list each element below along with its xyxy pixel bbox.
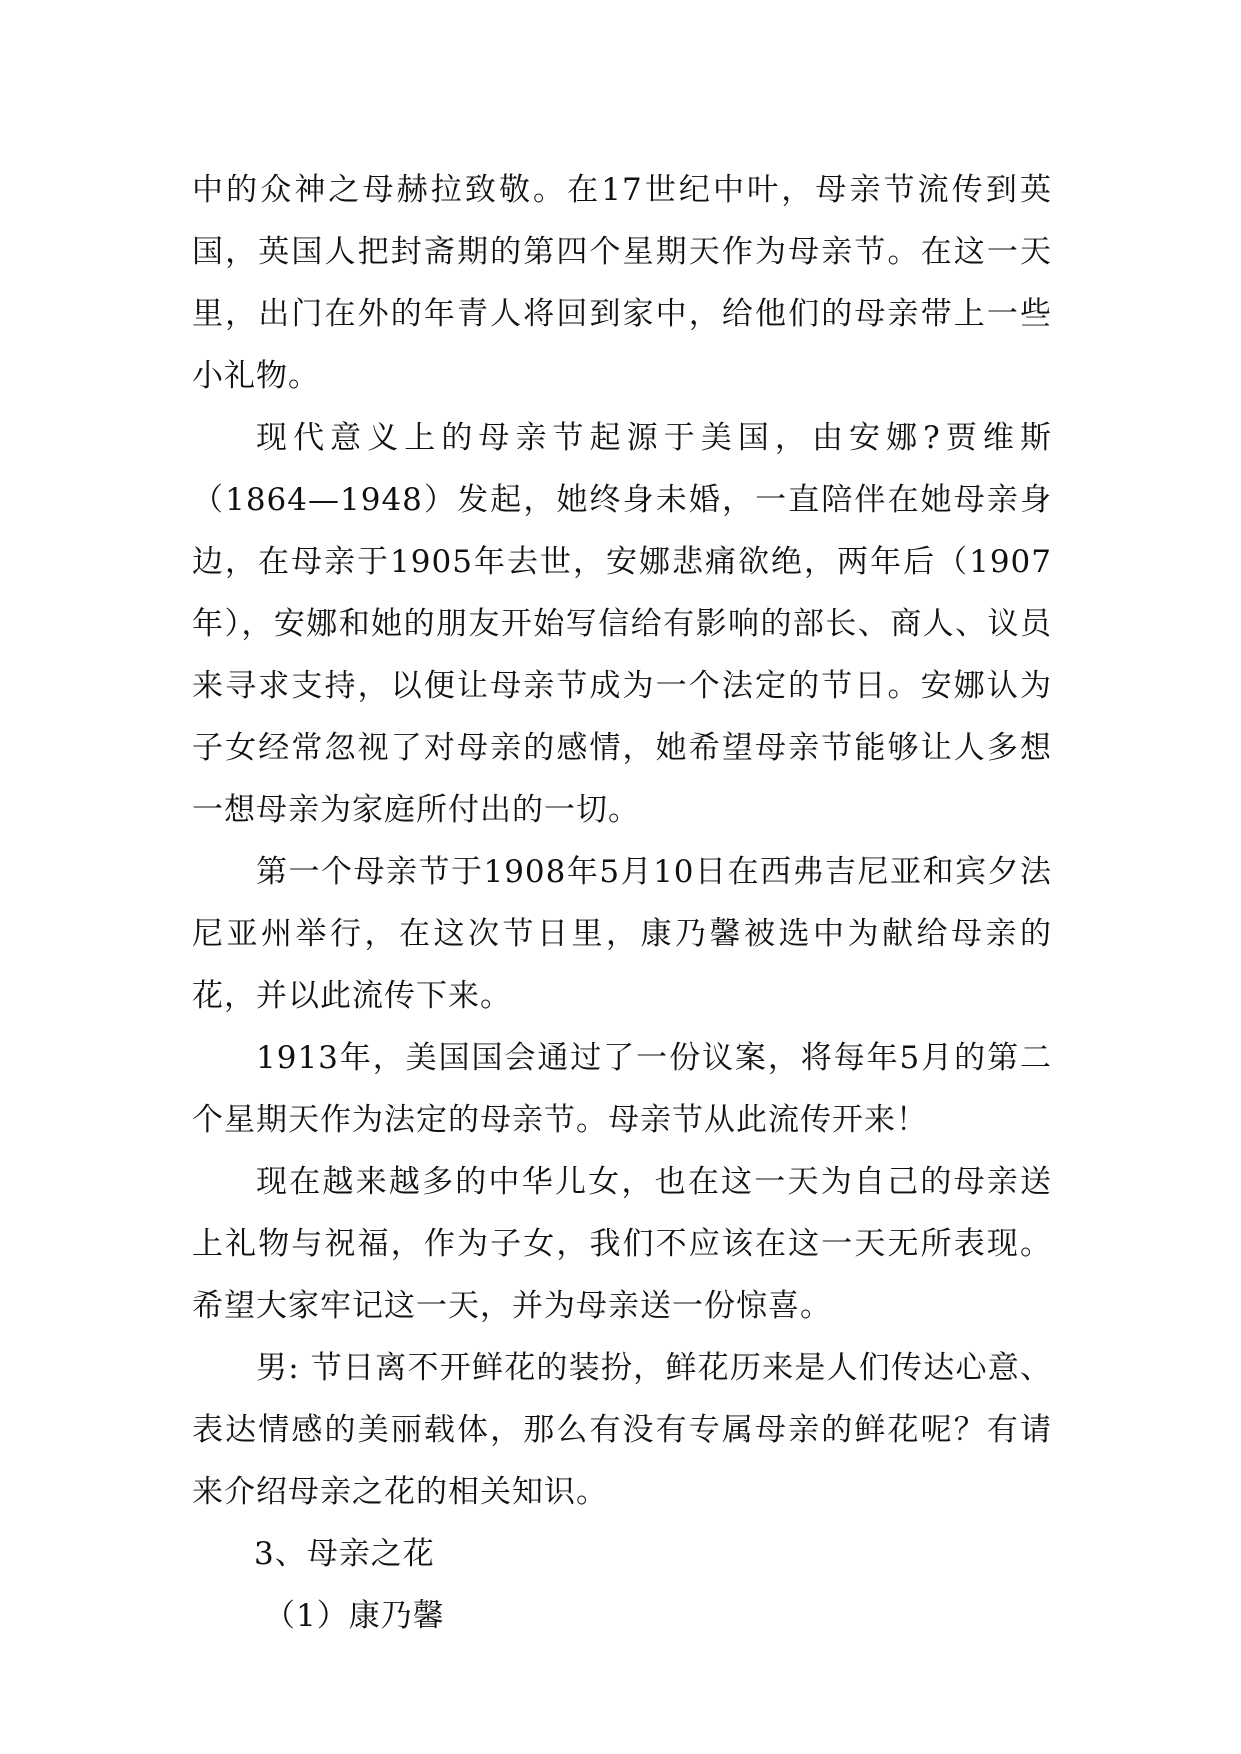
paragraph-male-host-line: 男: 节日离不开鲜花的装扮，鲜花历来是人们传达心意、表达情感的美丽载体，那么有没有专属母亲的鲜花呢？有请来介绍母亲之花的相关知识。: [192, 1350, 1052, 1510]
paragraph-anna-jarvis: 现代意义上的母亲节起源于美国，由安娜?贾维斯（1864—1948）发起，她终身未婚，一直陪伴在她母亲身边，在母亲于1905年去世，安娜悲痛欲绝，两年后（1907年），安娜和她的朋友开始写信给有影响的部长、商人、议员来寻求支持，以便让母亲节成为一个法定的节日。安娜认为子女经常忽视了对母亲的感情，她希望母亲节能够让人多想一想母亲为家庭所付出的一切。: [192, 420, 1052, 828]
paragraph-first-mothers-day: 第一个母亲节于1908年5月10日在西弗吉尼亚和宾夕法尼亚州举行，在这次节日里，康乃馨被选中为献给母亲的花，并以此流传下来。: [192, 854, 1052, 1014]
paragraph-mothers-day-origin-england: 中的众神之母赫拉致敬。在17世纪中叶，母亲节流传到英国，英国人把封斋期的第四个星期天作为母亲节。在这一天里，出门在外的年青人将回到家中，给他们的母亲带上一些小礼物。: [192, 172, 1052, 394]
body-text: [192, 159, 1052, 1647]
section-heading: 3、母亲之花: [254, 1536, 435, 1572]
paragraph-chinese-children: 现在越来越多的中华儿女，也在这一天为自己的母亲送上礼物与祝福，作为子女，我们不应该在这一天无所表现。希望大家牢记这一天，并为母亲送一份惊喜。: [192, 1164, 1052, 1324]
paragraph-congress-1913: 1913年，美国国会通过了一份议案，将每年5月的第二个星期天作为法定的母亲节。母亲节从此流传开来！: [192, 1040, 1052, 1138]
subsection-heading: （1）康乃馨: [264, 1598, 445, 1634]
